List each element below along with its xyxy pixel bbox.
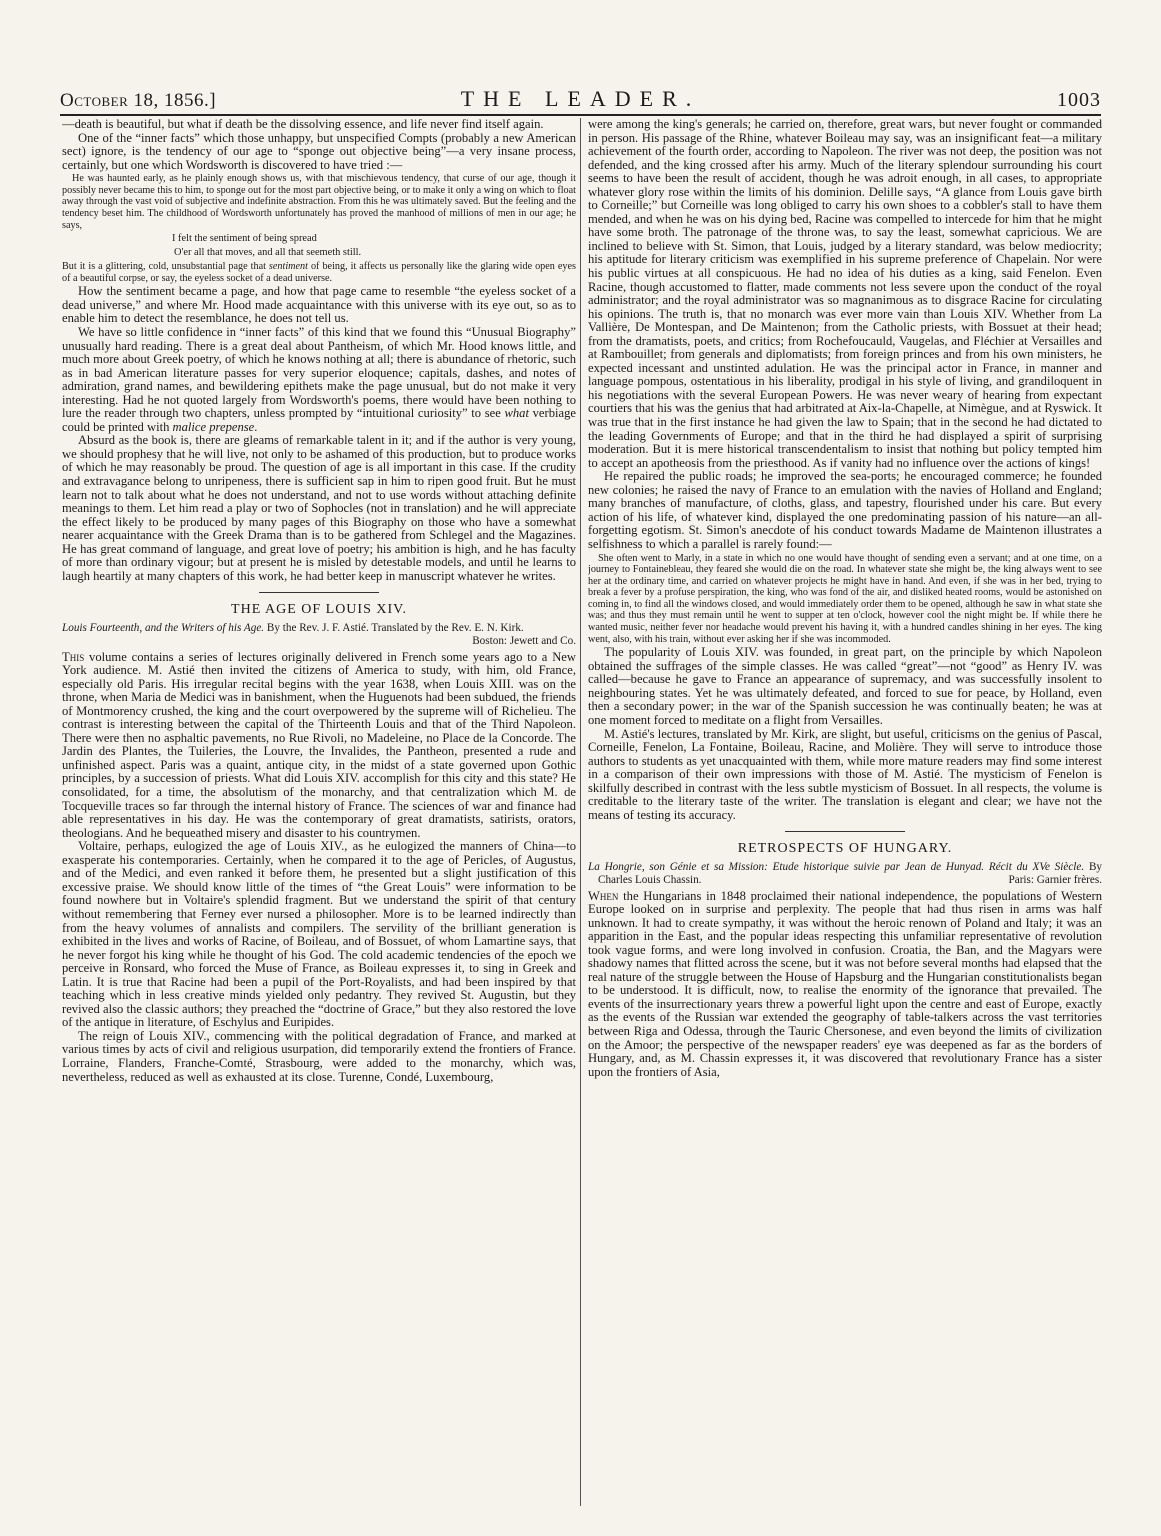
paragraph: Absurd as the book is, there are gleams of remarkable talent in it; and if the author is very young, we should prophesy that he will live, not only to be ashamed of this production, but to produce works of which he may reasonably be proud. The question of age is all important in this case. If the crudity and extravagance belong to unripeness, there is sufficient sap in him to ripen good fruit. But he must learn not to talk about what he does not understand, and not to use words without attaching definite meanings to them. Let him read a play or two of Sophocles (not in translation) and he will appreciate the effect likely to be produced by many pages of this Biography on those who have a somewhat nearer acquaintance with the Greek Drama than is to be gathered from Schlegel and the Magazines. He has great command of language, and great love of poetry; his ambition is high, and he has faculty of more than ordinary vigour; but at present he is misled by detestable models, and until he learns to laugh heartily at many chapters of this work, he had better keep in manuscript whatever he writes. — [62, 433, 576, 583]
left-column — [62, 118, 576, 1518]
newspaper-title: THE LEADER. — [460, 86, 701, 111]
book-author: By Charles Louis Chassin. — [598, 861, 1102, 886]
italic-run: sentiment — [268, 261, 308, 273]
section-heading: RETROSPECTS OF HUNGARY. — [737, 841, 953, 857]
book-citation — [588, 861, 1102, 886]
paragraph: Voltaire, perhaps, eulogized the age of Louis XIV., as he eulogized the manners of China—to exasperate his contemporaries. Certainly, when he compared it to the age of Pericles, of Augustus, and of the Medici, and even ranked it before them, he presented but a slight justification of this excessive praise. We should know little of the times of “the Great Louis” were information to be found nowhere but in Voltaire's splendid fragment. But we understand the spirit of that century without remembering that Ferney ever nursed a philosopher. More is to be learned indirectly than from the heavy volumes of annalists and compilers. The servility of the brilliant generation is exhibited in the lives and works of Racine, of Boileau, and of Bossuet, of whom Lamartine says, that he never forgot his king while he thought of his God. The cold academic tendencies of the epoch we perceive in Ronsard, who forced the Muse of France, as Boileau expresses it, to sing in Greek and Latin. It is true that Racine had been a pupil of the Port-Royalists, and had been inspired by that teaching which in less creative minds yielded only pedantry. They revived St. Augustin, but they revived also the classic authors; they preached the “doctrine of Grace,” but they also restored the love of the antique in literature, of Eschylus and Euripides. — [62, 839, 576, 1030]
book-publisher: Boston: Jewett and Co. — [472, 634, 576, 647]
paragraph: The popularity of Louis XIV. was founded, in great part, on the principle by which Napoleon obtained the suffrages of the simple classes. He was called “great”—not “good” as Henry IV. was called—because he gave to France an appearance of supremacy, and was successfully insolent to neighbouring states. Yet he was ultimately defeated, and forced to sue for peace, by Holland, even then a secondary power; in the war of the Spanish succession he was continually beaten; he was at one moment forced to meditate on a flight from Versailles. — [588, 645, 1102, 727]
section-heading: THE AGE OF LOUIS XIV. — [231, 602, 407, 618]
book-title: Louis Fourteenth, and the Writers of his Age. — [62, 622, 265, 635]
masthead — [60, 84, 1101, 116]
block-quote: She often went to Marly, in a state in which no one would have thought of sending even a servant; and at one time, on a journey to Fontainebleau, they feared she would die on the road. In whatever state she might be, the king always went to see her at the ordinary time, and carried on whatever projects he might have in hand. And even, if she was in her bed, trying to break a fever by a profuse perspiration, the king, who was fond of the air, and disliked heated rooms, would be astonished on coming in, to find all the windows closed, and would immediately order them to be opened, although he saw in what state she was; and thus they must remain until he went to supper at ten o'clock, however cool the night might be. If while there he wanted music, neither fever nor headache would prevent his having it, with a hundred candles shining in her eyes. The king went, also, with his train, without ever asking her if she was incommoded. — [588, 552, 1102, 645]
paragraph: He repaired the public roads; he improved the sea-ports; he encouraged commerce; he founded new colonies; he raised the navy of France to an emulation with the navies of Holland and England; many branches of manufacture, of cloths, glass, and tapestry, flourished under his care. But every action of his life, of whatever kind, displayed the one predominating passion of his nature—an all-forgetting egotism. St. Simon's anecdote of his conduct towards Madame de Maintenon illustrates a selfishness to which a parallel is rarely found:— — [588, 469, 1102, 551]
text-run: But it is a glittering, cold, unsubstantial page that — [62, 261, 269, 273]
paragraph: How the sentiment became a page, and how that page came to resemble “the eyeless socket of a dead universe,” and where Mr. Hood made acquaintance with this universe with its eye out, so as to enable him to detect the resemblance, he does not tell us. — [62, 284, 576, 326]
issue-date: October 18, 1856.] — [60, 90, 217, 111]
text-run: . — [254, 419, 258, 434]
paragraph — [62, 651, 576, 841]
section-rule — [785, 831, 905, 832]
book-title: La Hongrie, son Génie et sa Mission: Etude historique suivie par Jean de Hunyad. Récit du XVe Siècle. — [588, 861, 1085, 874]
right-column — [588, 118, 1102, 1518]
block-quote: He was haunted early, as he plainly enough shows us, with that mischievous tendency, that curse of our age, though it possibly never became this to him, to sponge out for the most part objective being, or to make it only a wing on which to float away through the vast void of subjective and indefinite abstraction. From this he was ultimately saved. But the feeling and the tendency beset him. The childhood of Wordsworth unfortunately has proved the manhood of millions of men in our age; he says, — [62, 173, 576, 231]
italic-run: what — [504, 406, 529, 421]
text-run: volume contains a series of lectures originally delivered in French some years ago to a New York audience. M. Astié then invited the citizens of America to study, with him, old France, especially old Paris. His irregular recital begins with the year 1638, when Louis XIII. was on the throne, when Maria de Medici was in banishment, when the Huguenots had been subdued, the friends of Montmorency crushed, the king and the court overpowered by the supreme will of Richelieu. The contrast is interesting between the capital of the Thirteenth Louis and that of the Third Napoleon. There were then no asphaltic pavements, no Rue Rivoli, no Madeleine, no Place de la Concorde. The Jardin des Plantes, the Tuileries, the Louvre, the Invalides, the Pantheon, presented a rude and unfinished aspect. Paris was a quaint, antique city, in the midst of a state governed upon Gothic principles, by a succession of priests. What did Louis XIV. accomplish for this city and this state? He consolidated, for a time, the absolutism of the monarchy, and that centralization which M. de Tocqueville traces so far through the internal history of France. The sciences of war and finance had able representatives in his day. He was the contemporary of great dramatists, satirists, orators, theologians. And he bequeathed misery and disaster to his countrymen. — [62, 649, 576, 840]
page-number: 1003 — [1057, 89, 1101, 111]
paragraph: The reign of Louis XIV., commencing with the political degradation of France, and marked at various times by acts of civil and religious usurpation, did temporarily extend the frontiers of France. Lorraine, Flanders, Franche-Comté, Strasbourg, were added to the monarchy, which was, nevertheless, reduced as well as exhausted at its close. Turenne, Condé, Luxembourg, — [62, 1028, 576, 1084]
text-run: of being, it affects us personally like the glaring wide open eyes of a beautiful corpse, or say, the eyeless socket of a dead universe. — [62, 261, 576, 284]
paragraph: M. Astié's lectures, translated by Mr. Kirk, are slight, but useful, criticisms on the genius of Pascal, Corneille, Fenelon, La Fontaine, Boileau, Racine, and Molière. They will serve to introduce those authors to students as yet unacquainted with them, while more mature readers may find some interest in a comparison of their own impressions with those of M. Astié. The mysticism of Fenelon is skilfully described in contrast with the less subtle mysticism of Bossuet. In all respects, the volume is creditable to the literary taste of the writer. The translation is elegant and clear; we have not the means of testing its accuracy. — [588, 726, 1102, 822]
paragraph — [62, 326, 576, 434]
book-author: By the Rev. J. F. Astié. Translated by the Rev. E. N. Kirk. — [264, 622, 524, 635]
lead-word: This — [62, 649, 85, 664]
italic-run: malice prepense — [172, 419, 255, 434]
text-run: the Hungarians in 1848 proclaimed their national independence, the populations of Western Europe looked on in surprise and perplexity. The people that had thus risen in arms was half unknown. It had to create sympathy, it was without the heroic renown of Poland and Italy; it was an apparition in the East, and the popular ideas respecting this unfamiliar representative of revolution took vague forms, and were long involved in confusion. Croatia, the Ban, and the Magyars were shadowy names that flitted across the scene, but it was not before several months had elapsed that the real nature of the struggle between the House of Hapsburg and the Hungarian constitutionalists began to be understood. It is difficult, now, to realise the enormity of the ignorance that prevailed. The events of the insurrectionary years threw a powerful light upon the centre and east of Europe, exactly as the events of the Russian war extended the geography of table-talkers across the vast territories between Riga and Odessa, through the Tauric Chersonese, and even beyond the limits of civilization on the Amoor; the perspective of the newspaper readers' eye was deepened as far as the borders of Hungary, and, as M. Chassin expresses it, it was discovered that revolutionary France has a sister upon the frontiers of Asia, — [588, 888, 1102, 1079]
column-divider — [580, 118, 581, 1506]
block-quote — [62, 261, 576, 284]
paragraph: were among the king's generals; he carried on, therefore, great wars, but never fought or commanded in person. His passage of the Rhine, whatever Boileau may say, was an insignificant feat—a military achievement of the fourth order, according to Napoleon. The river was not deep, the position was not defended, and the king crossed after his army. Much of the literary splendour surrounding his court seems to have been the result of accident, though he was adroit enough, in all cases, to appropriate whatever glory rose within the limits of his dominion. Delille says, “A glance from Louis gave birth to Corneille;” but Corneille was long obliged to carry his own shoes to a cobbler's stall to have them mended, and when he was on his dying bed, Racine was compelled to intercede for him that he might have some broth. The patronage of the throne was, to say the least, somewhat capricious. We are inclined to believe with St. Simon, that Louis, judged by a literary standard, was below mediocrity; his aptitude for literary criticism was exemplified in his supreme preference of Chapelain. Nor were his public virtues at all conspicuous. He had no idea of his duties as a king, said Fenelon. Even Racine, though accustomed to flatter, made comments not less severe upon the conduct of the royal administrator; and the royal administrator was so magnanimous as to disgrace Racine for circulating his opinions. The truth is, that no monarch was ever more vain than Louis XIV. Whether from La Vallière, De Montespan, and De Maintenon; from the Catholic priests, with Bossuet at their head; from the dramatists, poets, and critics; from Rochefoucauld, Vaugelas, and Fléchier at Versailles and at Rambouillet; from generals and diplomatists; from foreign princes and from his own ministers, he expected incessant and unstinted adulation. He was the principal actor in France, in manner and language pompous, ostentatious in his liberality, prodigal in his style of living, and grandiloquent in his negotiations with the several European Powers. He was never weary of hearing from expectant courtiers that his was the genius that had arbitrated at Aix-la-Chapelle, at Nimègue, and at Ryswick. It was true that in the first instance he had given the law to Spain; that in the second he had dictated to the leading Governments of Europe; and that in the third he had displayed a spirit of surprising moderation. But it is mere historical transcendentalism to insist that nothing but policy tempted him to accept an apotheosis from the priesthood. As if vanity had no influence over the actions of kings! — [588, 118, 1102, 470]
section-rule — [259, 592, 379, 593]
paragraph: —death is beautiful, but what if death be the dissolving essence, and life never find itself again. — [62, 118, 544, 131]
text-run: We have so little confidence in “inner facts” of this kind that we found this “Unusual Biography” unusually hard reading. There is a great deal about Pantheism, of which Mr. Hood knows little, and much more about Greek poetry, of which he knows nothing at all; there is abundance of rhetoric, such as in bad American literature passes for very superior eloquence; capitals, dashes, and notes of admiration, grand names, and bewildering epithets make the page unusual, but do not make it very interesting. Had he not quoted largely from Wordsworth's poems, there would have been nothing to lure the reader through two chapters, unless prompted by “intuitional curiosity” to see — [62, 324, 576, 421]
book-publisher: Paris: Garnier frères. — [1008, 873, 1102, 886]
lead-word: When — [588, 888, 619, 903]
paragraph — [588, 890, 1102, 1080]
book-citation — [62, 622, 576, 647]
verse-line: I felt the sentiment of being spread — [172, 233, 317, 245]
text-run: verbiage could be printed with — [62, 406, 576, 434]
verse-line: O'er all that moves, and all that seemeth still. — [174, 247, 362, 259]
paragraph: One of the “inner facts” which those unhappy, but unspecified Compts (probably a new American sect) ignore, is the tendency of our age to “sponge out objective being”—a very insane process, certainly, but one which Wordsworth is discovered to have tried :— — [62, 130, 576, 172]
